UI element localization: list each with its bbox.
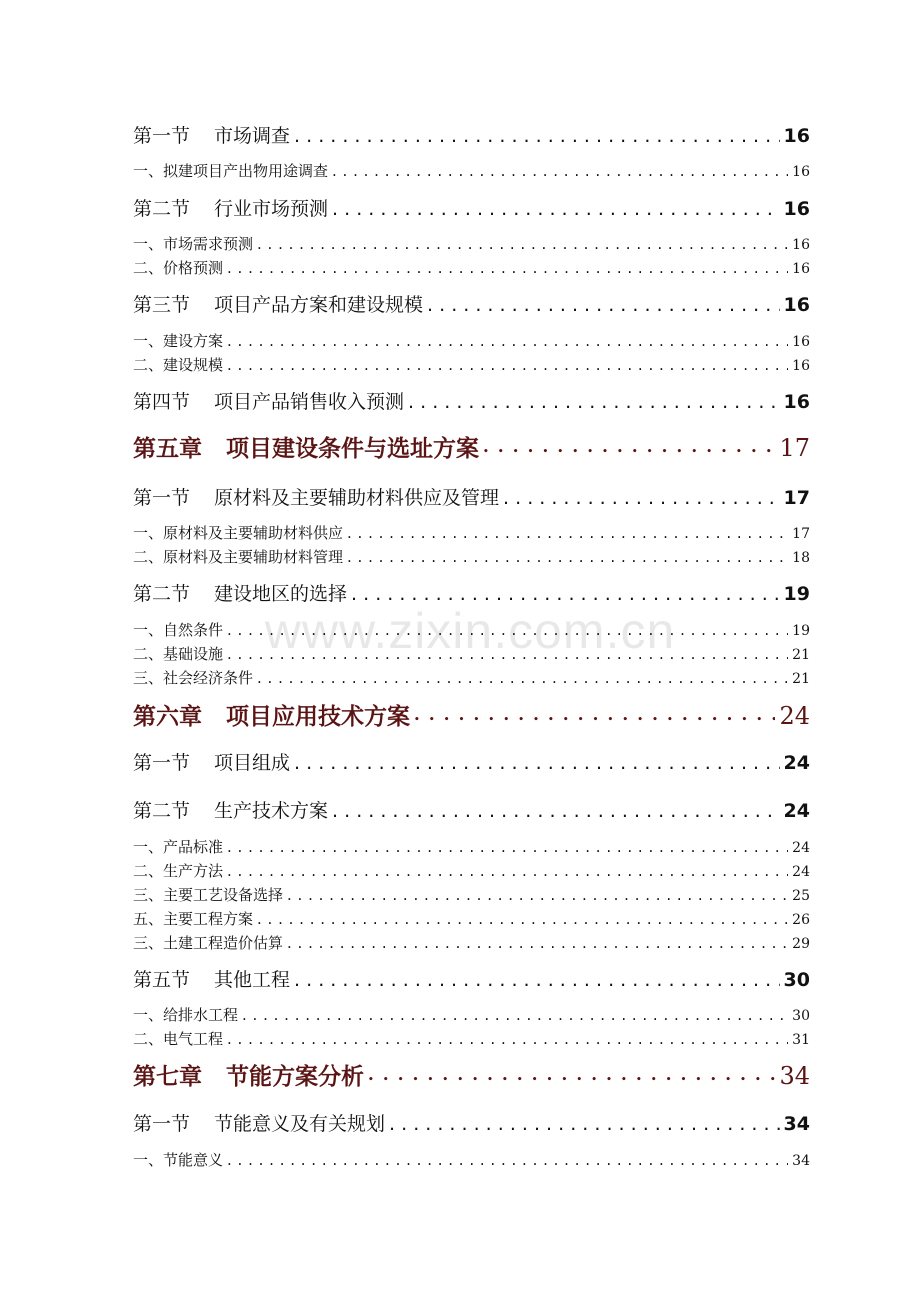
toc-page-number: 25 [792, 888, 810, 904]
toc-entry-item[interactable] [133, 908, 810, 928]
toc-entry-chapter[interactable] [133, 698, 810, 730]
toc-page-number: 21 [792, 647, 810, 663]
toc-entry-title: 五、主要工程方案 [133, 910, 254, 928]
toc-page-number: 17 [783, 487, 810, 509]
dot-leader [503, 487, 780, 509]
toc-entry-item[interactable] [133, 330, 810, 350]
toc-entry-title: 三、主要工艺设备选择 [133, 886, 284, 904]
toc-entry-title [133, 121, 290, 148]
toc-entry-title [133, 698, 410, 731]
toc-page-number: 16 [792, 358, 810, 374]
toc-entry-section[interactable] [133, 194, 810, 220]
toc-entry-number: 第二节 [133, 800, 191, 822]
toc-entry-item[interactable] [133, 643, 810, 663]
toc-entry-number: 第一节 [133, 752, 191, 774]
toc-entry-text: 项目建设条件与选址方案 [226, 436, 479, 462]
toc-entry-title [133, 965, 290, 992]
toc-page-number: 21 [792, 671, 810, 687]
toc-page-number: 30 [783, 969, 810, 991]
toc-entry-text: 项目应用技术方案 [226, 704, 410, 730]
dot-leader [227, 332, 788, 350]
toc-entry-text: 原材料及主要辅助材料供应及管理 [214, 487, 500, 509]
toc-entry-section[interactable] [133, 290, 810, 316]
toc-page-number: 16 [792, 334, 810, 350]
toc-entry-title [133, 387, 404, 414]
toc-page-number: 16 [792, 237, 810, 253]
toc-entry-title: 一、原材料及主要辅助材料供应 [133, 524, 344, 542]
toc-entry-title: 二、电气工程 [133, 1030, 224, 1048]
dot-leader [347, 524, 788, 542]
toc-page-number: 16 [783, 125, 810, 147]
toc-entry-title [133, 1058, 364, 1091]
toc-page-number: 16 [783, 391, 810, 413]
dot-leader [287, 934, 788, 952]
toc-entry-item[interactable] [133, 932, 810, 952]
toc-page-number: 30 [792, 1008, 810, 1024]
dot-leader [389, 1113, 780, 1135]
toc-entry-item[interactable] [133, 354, 810, 374]
toc-entry-title: 一、产品标准 [133, 838, 224, 856]
toc-entry-number: 第三节 [133, 294, 191, 316]
toc-entry-text: 节能方案分析 [226, 1064, 364, 1090]
toc-page-number: 31 [792, 1032, 810, 1048]
toc-page-number: 24 [783, 800, 810, 822]
watermark: www.zixin.com.cn [264, 603, 676, 659]
toc-page-number: 29 [792, 936, 810, 952]
toc-entry-title: 二、价格预测 [133, 259, 224, 277]
toc-entry-number: 第二节 [133, 198, 191, 220]
toc-entry-chapter[interactable] [133, 430, 810, 462]
toc-page-number: 24 [792, 840, 810, 856]
dot-leader [427, 294, 780, 316]
toc-entry-text: 项目组成 [214, 752, 291, 774]
toc-entry-section[interactable] [133, 748, 810, 774]
dot-leader [483, 436, 775, 462]
toc-entry-title: 一、给排水工程 [133, 1006, 239, 1024]
dot-leader [242, 1006, 788, 1024]
dot-leader [227, 259, 788, 277]
toc-entry-item[interactable] [133, 546, 810, 566]
toc-entry-number: 第四节 [133, 391, 191, 413]
toc-page-number: 16 [792, 164, 810, 180]
toc-entry-title: 二、建设规模 [133, 356, 224, 374]
toc-entry-title [133, 483, 499, 510]
dot-leader [227, 621, 788, 639]
toc-entry-number: 第五节 [133, 969, 191, 991]
toc-entry-text: 项目产品方案和建设规模 [214, 294, 424, 316]
toc-entry-title: 一、建设方案 [133, 332, 224, 350]
toc-entry-title [133, 1109, 385, 1136]
toc-entry-item[interactable] [133, 667, 810, 687]
toc-entry-text: 其他工程 [214, 969, 291, 991]
toc-entry-title: 二、生产方法 [133, 862, 224, 880]
toc-entry-title: 一、市场需求预测 [133, 235, 254, 253]
toc-entry-title [133, 579, 347, 606]
toc-entry-section[interactable] [133, 483, 810, 509]
dot-leader [227, 1030, 788, 1048]
toc-entry-number: 第七章 [133, 1064, 202, 1090]
toc-entry-section[interactable] [133, 965, 810, 991]
toc-entry-item[interactable] [133, 160, 810, 180]
toc-entry-section[interactable] [133, 121, 810, 147]
toc-entry-number: 第五章 [133, 436, 202, 462]
toc-page-number: 17 [792, 526, 810, 542]
dot-leader [332, 162, 788, 180]
dot-leader [294, 125, 780, 147]
toc-entry-text: 节能意义及有关规划 [214, 1113, 386, 1135]
toc-entry-section[interactable] [133, 387, 810, 413]
toc-entry-section[interactable] [133, 579, 810, 605]
dot-leader [227, 1151, 788, 1169]
toc-entry-title: 三、社会经济条件 [133, 669, 254, 687]
toc-entry-number: 第二节 [133, 583, 191, 605]
toc-entry-text: 建设地区的选择 [214, 583, 348, 605]
dot-leader [368, 1064, 775, 1090]
toc-entry-item[interactable] [133, 522, 810, 542]
toc-entry-item[interactable] [133, 860, 810, 880]
toc-page-number: 16 [792, 261, 810, 277]
toc-page-number: 26 [792, 912, 810, 928]
toc-page-number: 34 [792, 1153, 810, 1169]
toc-entry-item[interactable] [133, 1149, 810, 1169]
toc-page-number: 17 [779, 434, 810, 462]
toc-entry-item[interactable] [133, 836, 810, 856]
toc-page-number: 34 [779, 1062, 810, 1090]
dot-leader [347, 548, 788, 566]
toc-entry-title: 一、拟建项目产出物用途调查 [133, 162, 329, 180]
toc-entry-item[interactable] [133, 257, 810, 277]
dot-leader [227, 862, 788, 880]
toc-page-number: 24 [792, 864, 810, 880]
toc-entry-number: 第一节 [133, 125, 191, 147]
dot-leader [227, 645, 788, 663]
toc-page-number: 19 [783, 583, 810, 605]
dot-leader [294, 969, 780, 991]
dot-leader [351, 583, 780, 605]
toc-entry-section[interactable] [133, 796, 810, 822]
toc-entry-chapter[interactable] [133, 1058, 810, 1090]
toc-entry-title [133, 796, 328, 823]
toc-entry-title [133, 748, 290, 775]
toc-entry-number: 第一节 [133, 487, 191, 509]
dot-leader [227, 838, 788, 856]
toc-page-number: 16 [783, 294, 810, 316]
toc-entry-section[interactable] [133, 1109, 810, 1135]
toc-entry-title: 三、土建工程造价估算 [133, 934, 284, 952]
toc-entry-item[interactable] [133, 233, 810, 253]
toc-entry-text: 市场调查 [214, 125, 291, 147]
dot-leader [257, 235, 788, 253]
toc-page-number: 24 [779, 702, 810, 730]
toc-page-number: 34 [783, 1113, 810, 1135]
dot-leader [332, 198, 780, 220]
toc-entry-item[interactable] [133, 619, 810, 639]
toc-entry-item[interactable] [133, 884, 810, 904]
toc-entry-text: 项目产品销售收入预测 [214, 391, 405, 413]
dot-leader [257, 910, 788, 928]
dot-leader [257, 669, 788, 687]
toc-entry-title [133, 194, 328, 221]
toc-entry-item[interactable] [133, 1028, 810, 1048]
toc-entry-item[interactable] [133, 1004, 810, 1024]
toc-page-number: 18 [792, 550, 810, 566]
toc-entry-title: 一、自然条件 [133, 621, 224, 639]
toc-entry-number: 第一节 [133, 1113, 191, 1135]
dot-leader [287, 886, 788, 904]
toc-entry-text: 生产技术方案 [214, 800, 329, 822]
toc-entry-title [133, 290, 423, 317]
toc-entry-text: 行业市场预测 [214, 198, 329, 220]
toc-entry-number: 第六章 [133, 704, 202, 730]
toc-entry-title: 二、原材料及主要辅助材料管理 [133, 548, 344, 566]
dot-leader [294, 752, 780, 774]
dot-leader [414, 704, 775, 730]
toc-page-number: 16 [783, 198, 810, 220]
dot-leader [332, 800, 780, 822]
dot-leader [408, 391, 780, 413]
dot-leader [227, 356, 788, 374]
toc-page-number: 19 [792, 623, 810, 639]
toc-entry-title: 二、基础设施 [133, 645, 224, 663]
toc-entry-title [133, 430, 479, 463]
toc-entry-title: 一、节能意义 [133, 1151, 224, 1169]
toc-page-number: 24 [783, 752, 810, 774]
